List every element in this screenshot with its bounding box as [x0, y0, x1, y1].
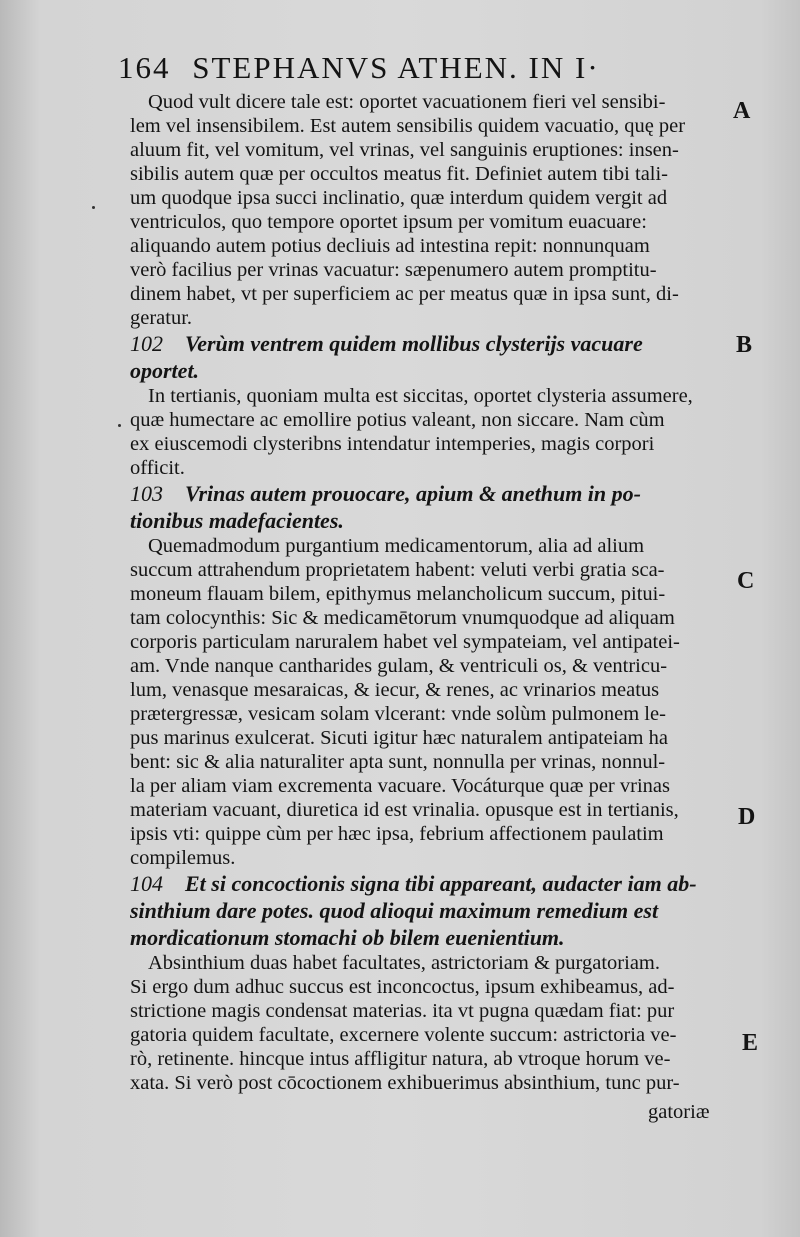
margin-letter-a: A: [733, 98, 751, 124]
lemma-line: [130, 330, 730, 357]
text-line: Quemadmodum purgantium medicamentorum, alia ad alium: [148, 535, 645, 557]
text-line: tam colocynthis: Sic & medicamētorum vnumquodque ad aliquam: [130, 607, 675, 629]
lemma-text: sinthium dare potes. quod alioqui maximum remedium est: [130, 898, 659, 923]
text-line: compilemus.: [130, 847, 236, 869]
text-line: aliquando autem potius decliuis ad intestina repit: nonnunquam: [130, 235, 650, 257]
text-line: ex eiuscemodi clysteribns intendatur intemperies, magis corpori: [130, 433, 655, 455]
lemma-text: Verùm ventrem quidem mollibus clysterijs vacuare: [185, 331, 643, 356]
lemma-line: [130, 897, 730, 924]
margin-letter-b: B: [736, 332, 753, 358]
lemma-number: 104: [130, 871, 163, 896]
text-line: moneum flauam bilem, epithymus melancholicum succum, pitui-: [130, 583, 666, 605]
margin-letter-e: E: [742, 1030, 759, 1056]
text-line: xata. Si verò post cōcoctionem exhibuerimus absinthium, tunc pur-: [130, 1072, 680, 1094]
text-line: prætergressæ, vesicam solam vlcerant: vnde solùm pulmonem le-: [130, 703, 666, 725]
text-line: aluum fit, vel vomitum, vel vrinas, vel sanguinis eruptiones: insen-: [130, 139, 679, 161]
lemma-text: Vrinas autem prouocare, apium & anethum in po-: [185, 481, 641, 506]
lemma-block: [130, 330, 730, 384]
margin-letter-c: C: [737, 568, 755, 594]
text-line: Si ergo dum adhuc succus est inconcoctus, ipsum exhibeamus, ad-: [130, 976, 675, 998]
text-line: um quodque ipsa succi inclinatio, quæ interdum quidem vergit ad: [130, 187, 668, 209]
margin-letter-d: D: [738, 804, 756, 830]
text-line: materiam vacuant, diuretica id est vrinalia. opusque est in tertianis,: [130, 799, 679, 821]
lemma-line: [130, 507, 730, 534]
text-line: verò facilius per vrinas vacuatur: sæpenumero autem promptitu-: [130, 259, 657, 281]
text-line: In tertianis, quoniam multa est siccitas, oportet clysteria assumere,: [148, 385, 693, 407]
text-line: succum attrahendum proprietatem habent: veluti verbi gratia sca-: [130, 559, 665, 581]
page-body: [130, 90, 730, 1095]
text-line: officit.: [130, 457, 185, 479]
text-line: sibilis autem quæ per occultos meatus fit. Definiet autem tibi tali-: [130, 163, 669, 185]
lemma-number: 103: [130, 481, 163, 506]
lemma-line: [130, 924, 730, 951]
lemma-line: [130, 357, 730, 384]
catchword: gatoriæ: [648, 1101, 710, 1123]
lemma-line: [130, 870, 730, 897]
text-line: am. Vnde nanque cantharides gulam, & ventriculi os, & ventricu-: [130, 655, 668, 677]
commentary-paragraph: [130, 534, 730, 870]
running-title: STEPHANVS ATHEN. IN I·: [192, 50, 600, 85]
lemma-text: Et si concoctionis signa tibi appareant, audacter iam ab-: [185, 871, 697, 896]
ink-speck: [118, 424, 121, 427]
lemma-number: 102: [130, 331, 163, 356]
text-line: dinem habet, vt per superficiem ac per meatus quæ in ipsa sunt, di-: [130, 283, 679, 305]
text-line: Quod vult dicere tale est: oportet vacuationem fieri vel sensibi-: [148, 91, 666, 113]
commentary-paragraph: [130, 951, 730, 1095]
lemma-line: [130, 480, 730, 507]
commentary-paragraph: [130, 90, 730, 330]
lemma-text: mordicationum stomachi ob bilem euenientium.: [130, 925, 565, 950]
text-line: quæ humectare ac emollire potius valeant, non siccare. Nam cùm: [130, 409, 665, 431]
text-line: corporis particulam naruralem habet vel sympateiam, vel antipatei-: [130, 631, 680, 653]
text-line: Absinthium duas habet facultates, astrictoriam & purgatoriam.: [148, 952, 660, 974]
text-line: rò, retinente. hincque intus affligitur natura, ab vtroque horum ve-: [130, 1048, 671, 1070]
text-line: ipsis vti: quippe cùm per hæc ipsa, febrium affectionem paulatim: [130, 823, 664, 845]
text-line: pus marinus exulcerat. Sicuti igitur hæc naturalem antipateiam ha: [130, 727, 668, 749]
ink-speck: [92, 206, 95, 209]
text-line: gatoria quidem facultate, excernere volente succum: astrictoria ve-: [130, 1024, 677, 1046]
commentary-paragraph: [130, 384, 730, 480]
lemma-block: [130, 480, 730, 534]
page-number: 164: [118, 50, 171, 85]
text-line: strictione magis condensat materias. ita vt pugna quædam fiat: pur: [130, 1000, 675, 1022]
text-line: ventriculos, quo tempore oportet ipsum per vomitum euacuare:: [130, 211, 647, 233]
text-line: geratur.: [130, 307, 193, 329]
lemma-text: oportet.: [130, 358, 200, 383]
lemma-text: tionibus madefacientes.: [130, 508, 344, 533]
text-line: lum, venasque mesaraicas, & iecur, & renes, ac vrinarios meatus: [130, 679, 660, 701]
text-line: lem vel insensibilem. Est autem sensibilis quidem vacuatio, quę per: [130, 115, 686, 137]
running-head: [118, 50, 678, 86]
lemma-block: [130, 870, 730, 951]
text-line: bent: sic & alia naturaliter apta sunt, nonnulla per vrinas, nonnul-: [130, 751, 666, 773]
text-line: la per aliam viam excrementa vacuare. Vocáturque quæ per vrinas: [130, 775, 670, 797]
